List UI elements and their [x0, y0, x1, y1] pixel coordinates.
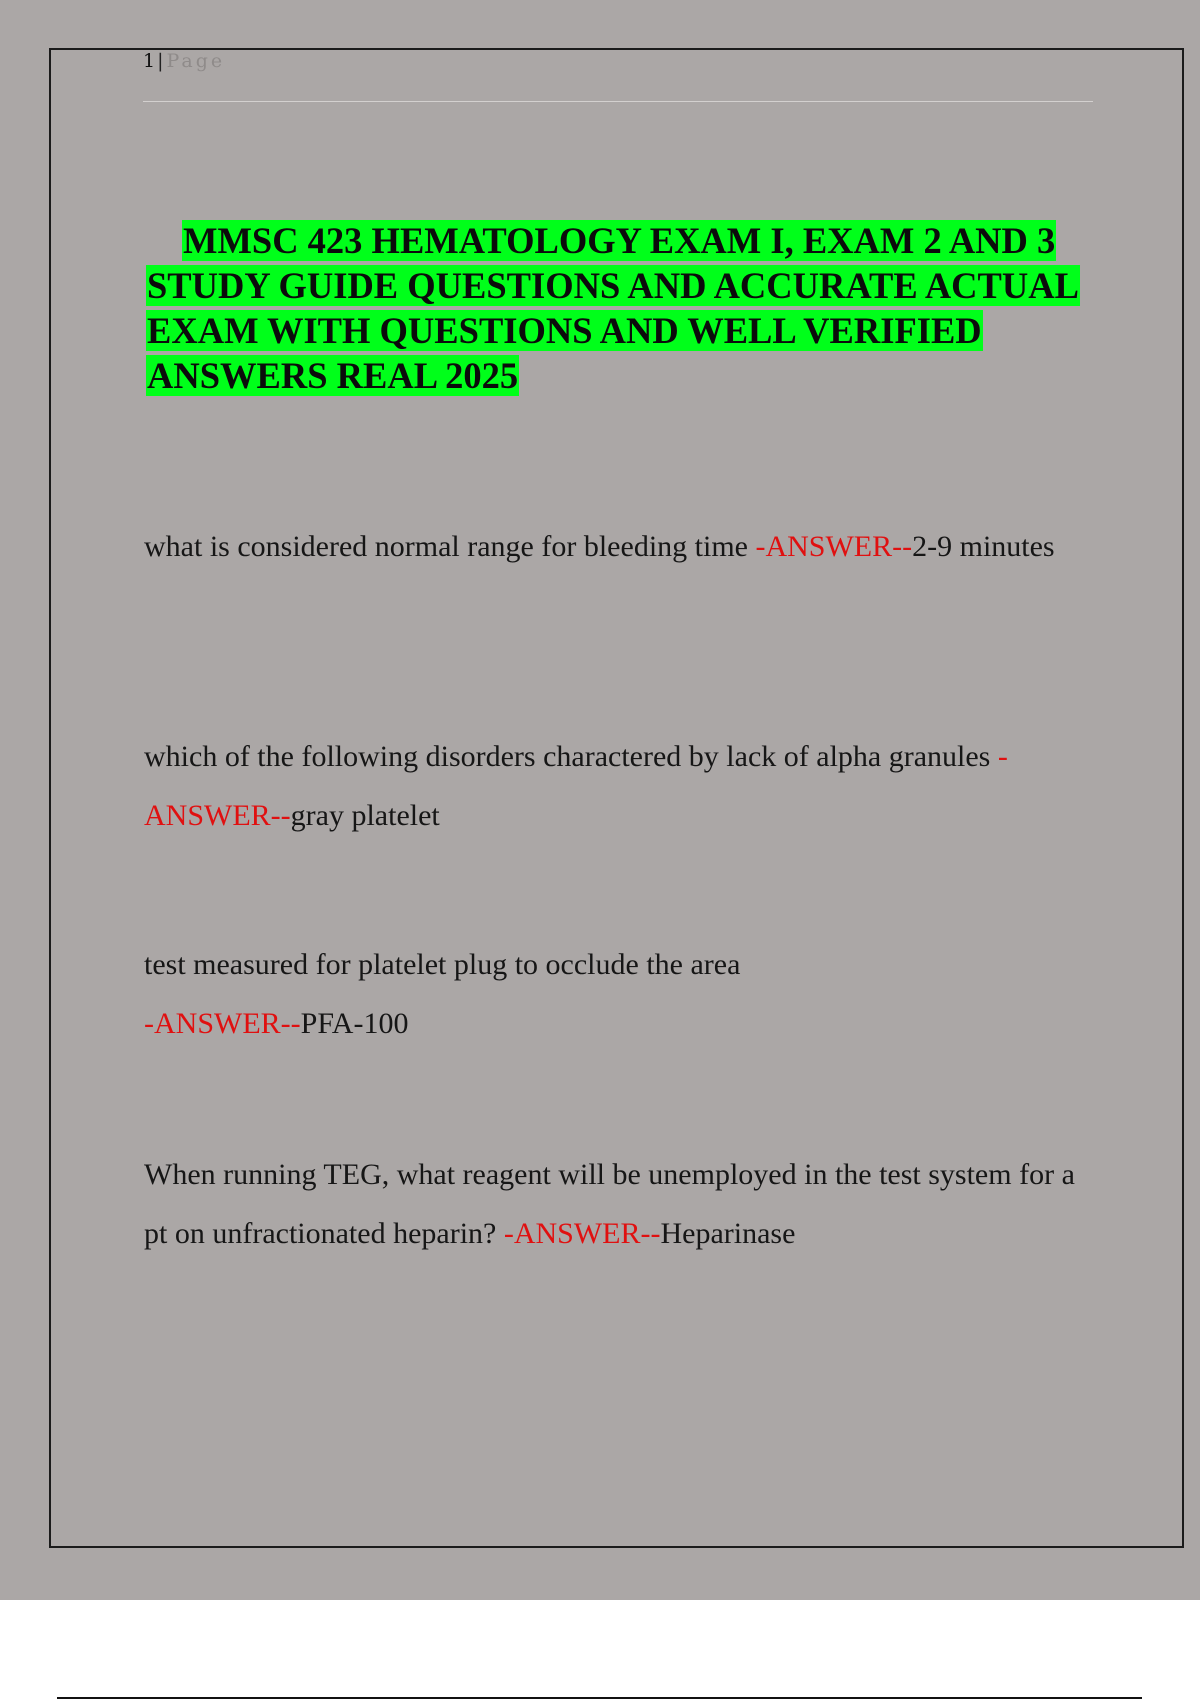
answer-marker: -ANSWER--: [755, 530, 913, 563]
answer-text: Heparinase: [660, 1217, 796, 1250]
answer-text: gray platelet: [290, 799, 440, 832]
question-text: which of the following disorders charactered by lack of alpha granules: [144, 740, 998, 773]
answer-marker: -ANSWER--: [503, 1217, 661, 1250]
qa-item: [144, 1145, 1104, 1263]
header-divider: [143, 101, 1093, 102]
question-text: When running TEG, what reagent will be unemployed in the test system for a pt on unfractionated heparin?: [144, 1158, 1075, 1250]
qa-item: [144, 517, 1104, 576]
answer-text: 2-9 minutes: [912, 530, 1055, 563]
answer-marker: -ANSWER--: [144, 740, 1008, 832]
page-number: 1: [143, 50, 157, 72]
qa-item: [144, 935, 1104, 1053]
page-separator: |: [157, 50, 165, 72]
page-header: [143, 50, 225, 72]
question-text: what is considered normal range for bleeding time: [144, 530, 756, 563]
answer-marker: -ANSWER--: [144, 1007, 301, 1040]
highlighted-title-text: MMSC 423 HEMATOLOGY EXAM I, EXAM 2 AND 3 STUDY GUIDE QUESTIONS AND ACCURATE ACTUAL EXAM WITH QUESTIONS AND WELL VERIFIED ANSWERS REAL 2025: [147, 220, 1079, 396]
document-title: [146, 218, 1106, 398]
answer-text: PFA-100: [300, 1007, 409, 1040]
qa-item: [144, 727, 1104, 845]
question-text: test measured for platelet plug to occlude the area: [144, 948, 741, 981]
page-label: Page: [166, 50, 226, 72]
footer-divider: [57, 1697, 1142, 1699]
